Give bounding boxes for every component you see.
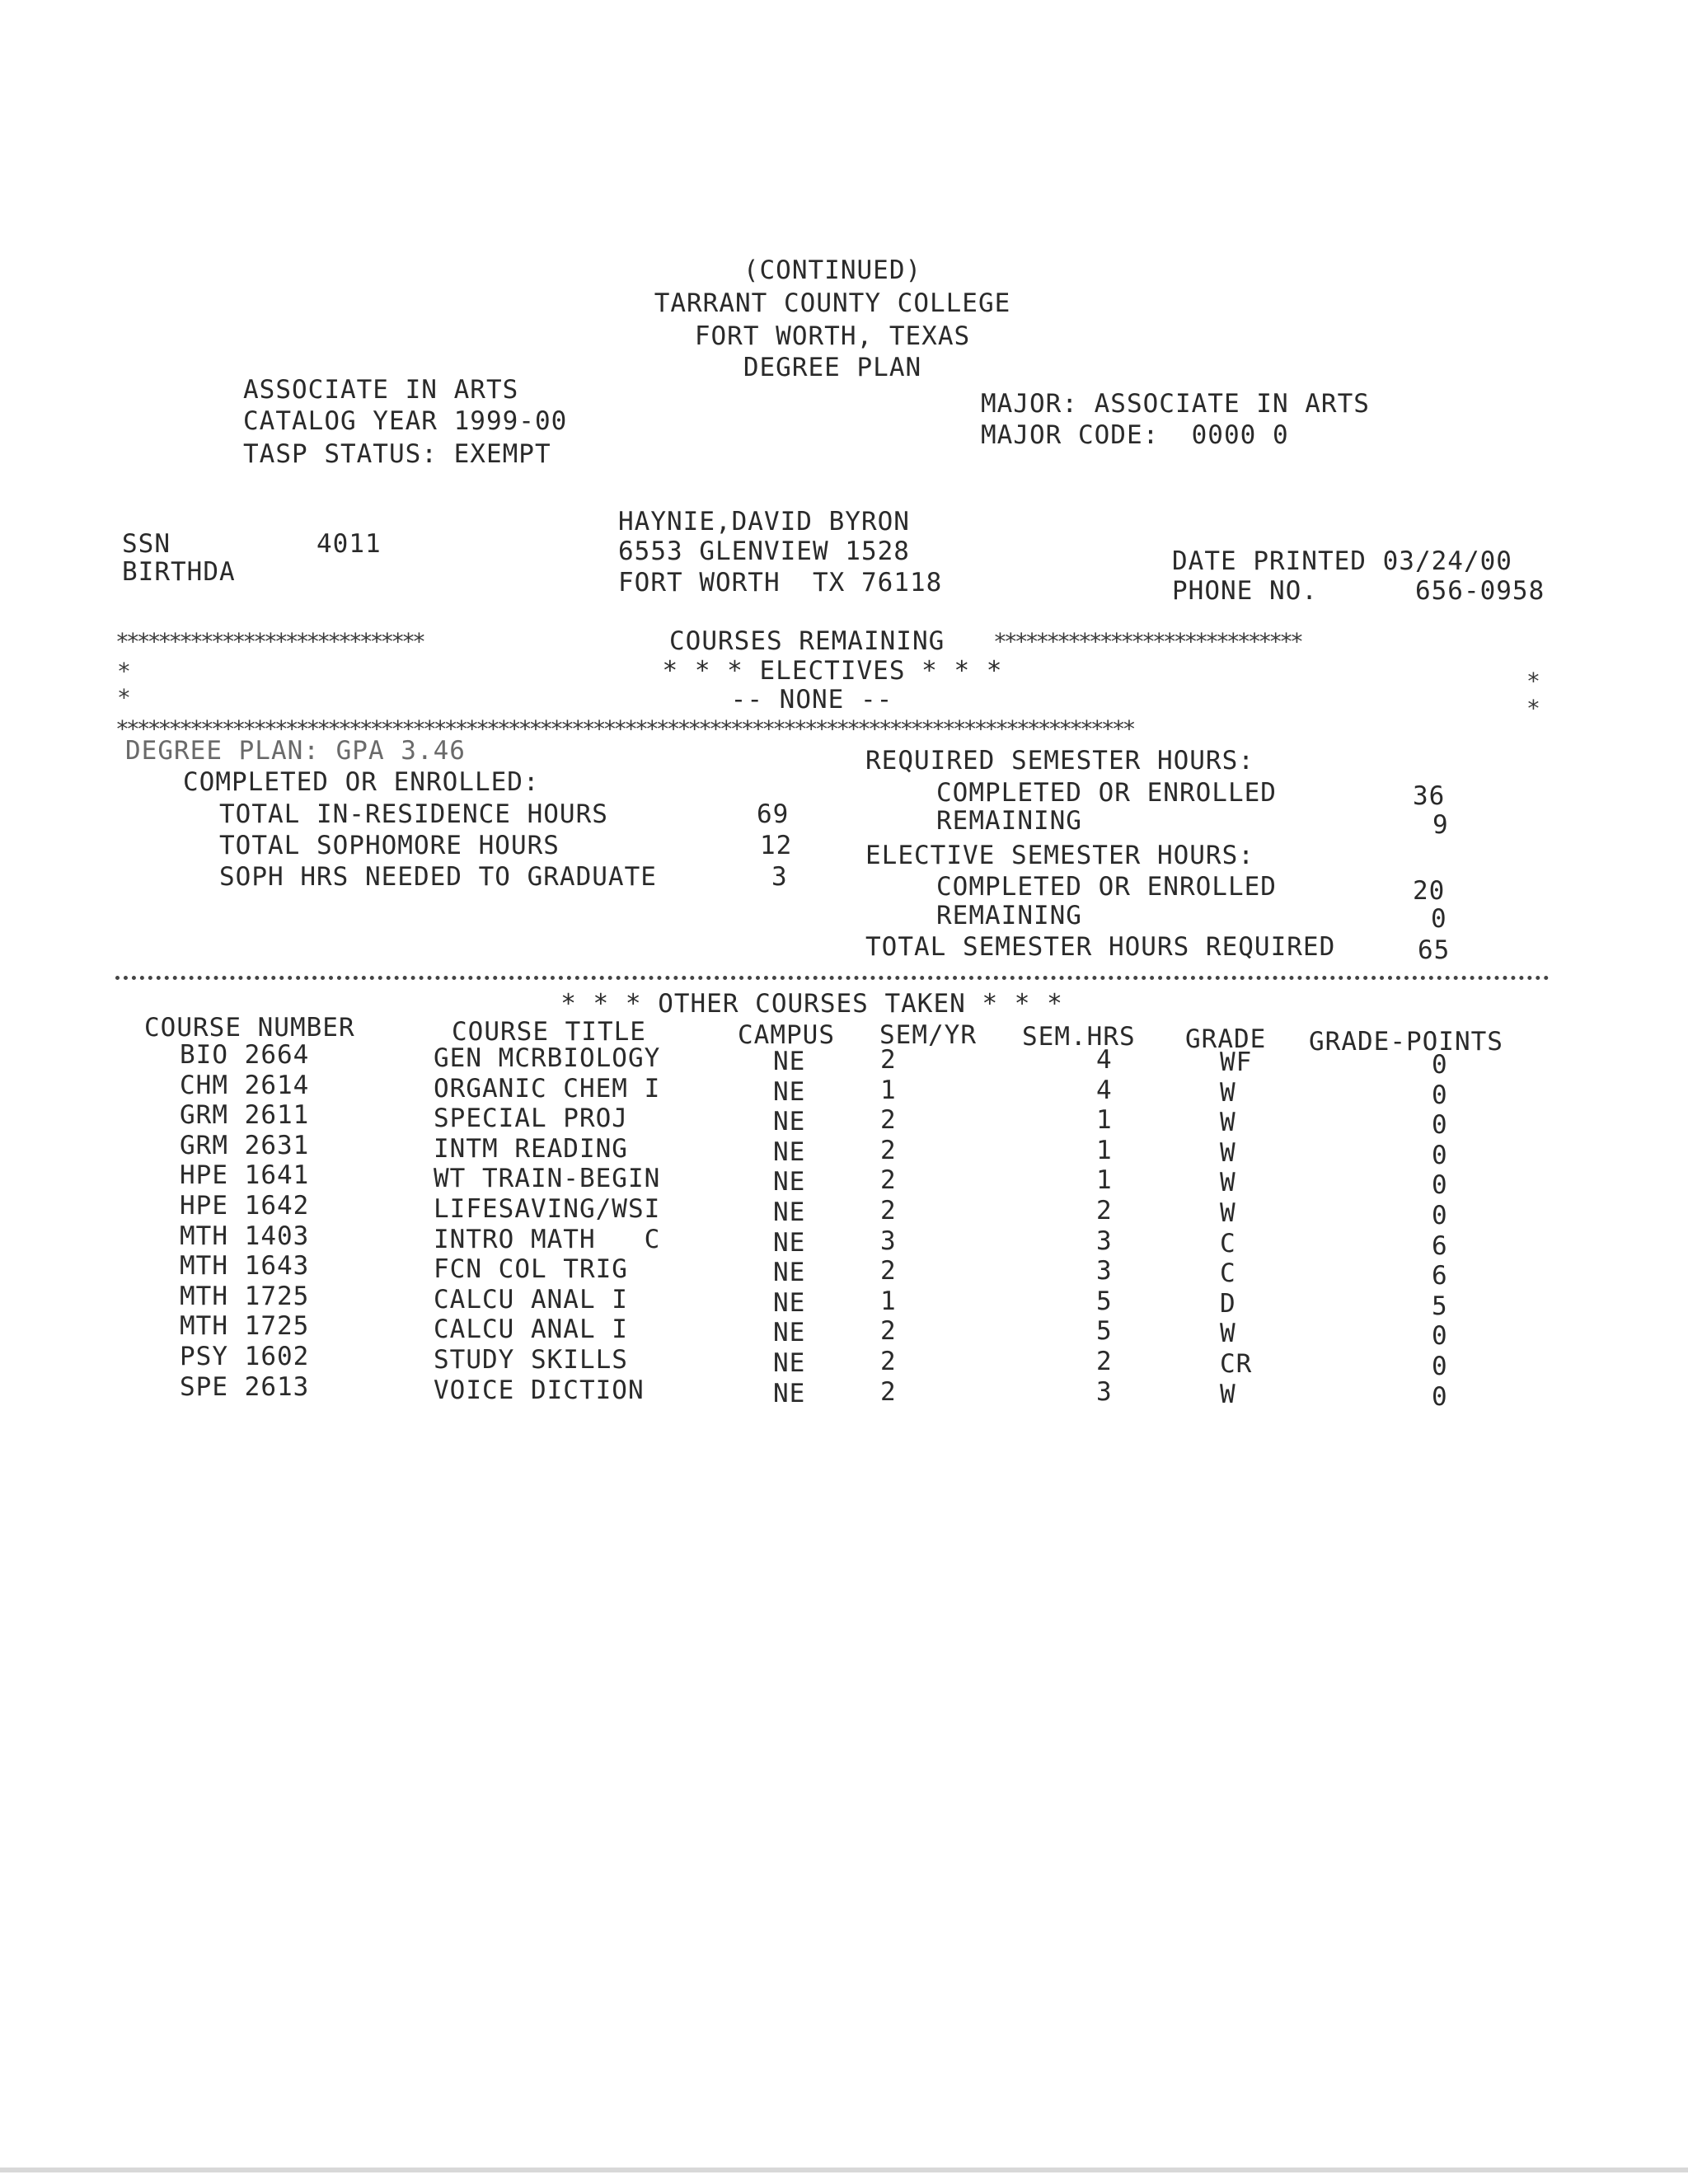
degree-name: ASSOCIATE IN ARTS — [243, 375, 519, 405]
course-number: CHM 2614 — [180, 1070, 310, 1100]
soph-needed-value: 3 — [771, 862, 788, 892]
course-grade: WF — [1220, 1047, 1253, 1077]
course-grade-points: 5 — [1432, 1291, 1448, 1321]
course-number: MTH 1643 — [180, 1251, 310, 1282]
course-sem-yr: 2 — [880, 1316, 897, 1347]
required-hours-label: REQUIRED SEMESTER HOURS: — [865, 746, 1254, 776]
course-campus: NE — [773, 1378, 806, 1408]
electives-heading: * * * ELECTIVES * * * — [662, 656, 1003, 686]
course-grade-points: 0 — [1432, 1110, 1448, 1141]
course-grade: W — [1220, 1077, 1236, 1108]
college-name: TARRANT COUNTY COLLEGE — [654, 288, 1011, 318]
other-courses-title: * * * OTHER COURSES TAKEN * * * — [560, 989, 1063, 1019]
in-residence-value: 69 — [757, 799, 790, 829]
student-name: HAYNIE,DAVID BYRON — [618, 507, 910, 537]
course-grade: W — [1220, 1108, 1236, 1138]
course-grade: CR — [1220, 1349, 1253, 1379]
box-edge-right-2: * — [1526, 695, 1537, 722]
ssn-value: 4011 — [316, 529, 382, 559]
course-grade-points: 0 — [1432, 1080, 1448, 1110]
course-title: WT TRAIN-BEGIN — [434, 1164, 661, 1194]
student-address-line1: 6553 GLENVIEW 1528 — [618, 537, 910, 566]
course-grade: W — [1220, 1168, 1236, 1198]
phone-number: PHONE NO. 656-0958 — [1172, 576, 1545, 606]
course-number: HPE 1642 — [180, 1191, 310, 1221]
course-sem-hrs: 1 — [1096, 1135, 1113, 1165]
course-campus: NE — [773, 1107, 806, 1137]
course-grade-points: 6 — [1432, 1261, 1448, 1291]
stars-border-left: ***************************** — [115, 628, 423, 655]
required-remaining-value: 9 — [1432, 810, 1449, 840]
course-sem-hrs: 2 — [1096, 1196, 1113, 1226]
total-hours-required-label: TOTAL SEMESTER HOURS REQUIRED — [865, 932, 1336, 962]
elective-remaining-value: 0 — [1431, 904, 1447, 934]
course-grade: W — [1220, 1319, 1236, 1349]
course-number: BIO 2664 — [180, 1040, 310, 1070]
course-grade-points: 0 — [1432, 1050, 1448, 1080]
column-header-grade: GRADE — [1185, 1024, 1267, 1054]
scan-edge — [0, 2168, 1688, 2172]
required-completed-value: 36 — [1413, 781, 1446, 811]
course-number: MTH 1725 — [180, 1311, 310, 1342]
course-sem-hrs: 1 — [1096, 1165, 1113, 1196]
student-address-line2: FORT WORTH TX 76118 — [618, 568, 943, 598]
column-header-sem-hrs: SEM.HRS — [1022, 1022, 1136, 1052]
column-header-grade-points: GRADE-POINTS — [1309, 1027, 1503, 1057]
completed-enrolled-label: COMPLETED OR ENROLLED: — [183, 767, 540, 797]
course-sem-hrs: 3 — [1096, 1256, 1113, 1286]
course-title: CALCU ANAL I — [434, 1315, 628, 1345]
course-campus: NE — [773, 1047, 806, 1076]
document-type: DEGREE PLAN — [743, 353, 922, 382]
college-city: FORT WORTH, TEXAS — [694, 321, 971, 351]
soph-needed-label: SOPH HRS NEEDED TO GRADUATE — [219, 862, 657, 892]
course-title: LIFESAVING/WSI — [434, 1194, 661, 1224]
course-title: STUDY SKILLS — [434, 1345, 628, 1375]
course-campus: NE — [773, 1318, 806, 1348]
elective-hours-label: ELECTIVE SEMESTER HOURS: — [865, 841, 1254, 870]
course-grade-points: 0 — [1432, 1201, 1448, 1230]
catalog-year: CATALOG YEAR 1999-00 — [243, 406, 568, 436]
course-number: HPE 1641 — [180, 1160, 310, 1191]
date-printed: DATE PRINTED 03/24/00 — [1172, 546, 1512, 576]
course-title: FCN COL TRIG — [434, 1254, 628, 1285]
required-completed-label: COMPLETED OR ENROLLED — [936, 778, 1277, 808]
course-number: PSY 1602 — [180, 1342, 310, 1371]
sophomore-hours-label: TOTAL SOPHOMORE HOURS — [219, 831, 560, 860]
course-campus: NE — [773, 1076, 806, 1107]
stars-border-bottom: ************************************************************************************************ — [115, 715, 1133, 743]
course-sem-hrs: 3 — [1096, 1376, 1113, 1407]
course-title: INTRO MATH C — [434, 1224, 661, 1254]
elective-completed-value: 20 — [1413, 876, 1446, 906]
major: MAJOR: ASSOCIATE IN ARTS — [981, 389, 1370, 419]
column-header-campus: CAMPUS — [738, 1020, 835, 1050]
total-hours-required-value: 65 — [1418, 935, 1451, 965]
box-edge-right: * — [1526, 668, 1537, 695]
course-title: ORGANIC CHEM I — [434, 1073, 661, 1104]
box-edge-left: * — [117, 658, 128, 685]
course-sem-yr: 2 — [880, 1045, 897, 1075]
course-campus: NE — [773, 1197, 806, 1227]
required-remaining-label: REMAINING — [936, 806, 1082, 836]
course-sem-yr: 1 — [880, 1286, 897, 1316]
course-campus: NE — [773, 1137, 806, 1167]
course-title: SPECIAL PROJ — [434, 1104, 628, 1134]
course-grade: C — [1220, 1258, 1236, 1289]
course-sem-hrs: 3 — [1096, 1226, 1113, 1256]
course-sem-yr: 2 — [880, 1376, 897, 1407]
course-sem-yr: 2 — [880, 1135, 897, 1165]
column-header-course-number: COURSE NUMBER — [144, 1013, 355, 1043]
course-sem-yr: 2 — [880, 1196, 897, 1226]
elective-completed-label: COMPLETED OR ENROLLED — [936, 872, 1277, 902]
course-grade-points: 0 — [1432, 1140, 1448, 1170]
course-grade: W — [1220, 1137, 1236, 1168]
continued-label: (CONTINUED) — [743, 255, 922, 285]
course-sem-hrs: 4 — [1096, 1045, 1113, 1075]
course-sem-yr: 2 — [880, 1105, 897, 1136]
birthday-label: BIRTHDA — [122, 557, 236, 587]
course-sem-hrs: 5 — [1096, 1316, 1113, 1347]
course-campus: NE — [773, 1167, 806, 1197]
electives-none: -- NONE -- — [730, 685, 893, 715]
degree-plan-gpa: DEGREE PLAN: GPA 3.46 — [125, 736, 466, 766]
course-title: GEN MCRBIOLOGY — [434, 1043, 661, 1073]
course-grade: W — [1220, 1379, 1236, 1409]
course-sem-hrs: 2 — [1096, 1347, 1113, 1376]
column-header-sem-yr: SEM/YR — [879, 1020, 977, 1050]
course-sem-hrs: 4 — [1096, 1075, 1113, 1105]
courses-remaining-title: COURSES REMAINING — [669, 626, 945, 656]
course-grade: W — [1220, 1198, 1236, 1228]
in-residence-label: TOTAL IN-RESIDENCE HOURS — [219, 799, 608, 829]
course-grade: C — [1220, 1228, 1236, 1258]
course-sem-yr: 3 — [880, 1226, 897, 1256]
ssn-label: SSN — [122, 529, 171, 559]
course-sem-hrs: 1 — [1096, 1105, 1113, 1136]
course-grade: D — [1220, 1288, 1236, 1319]
course-title: VOICE DICTION — [434, 1375, 645, 1405]
course-campus: NE — [773, 1227, 806, 1258]
course-grade-points: 0 — [1432, 1381, 1448, 1412]
course-campus: NE — [773, 1287, 806, 1318]
course-number: GRM 2631 — [180, 1130, 310, 1160]
sophomore-hours-value: 12 — [760, 831, 793, 860]
course-title: INTM READING — [434, 1133, 628, 1164]
course-grade-points: 6 — [1432, 1230, 1448, 1261]
course-number: SPE 2613 — [180, 1371, 310, 1402]
course-grade-points: 0 — [1432, 1352, 1448, 1381]
course-number: GRM 2611 — [180, 1100, 310, 1131]
course-title: CALCU ANAL I — [434, 1284, 628, 1315]
course-sem-hrs: 5 — [1096, 1286, 1113, 1316]
course-grade-points: 0 — [1432, 1170, 1448, 1201]
course-campus: NE — [773, 1348, 806, 1378]
course-number: MTH 1403 — [180, 1221, 310, 1251]
course-campus: NE — [773, 1258, 806, 1288]
course-sem-yr: 1 — [880, 1075, 897, 1105]
course-grade-points: 0 — [1432, 1321, 1448, 1352]
box-edge-left-2: * — [117, 684, 128, 711]
tasp-status: TASP STATUS: EXEMPT — [243, 439, 551, 469]
course-number: MTH 1725 — [180, 1281, 310, 1311]
course-sem-yr: 2 — [880, 1165, 897, 1196]
dotted-separator — [115, 976, 1550, 980]
course-sem-yr: 2 — [880, 1347, 897, 1376]
elective-remaining-label: REMAINING — [936, 901, 1082, 930]
column-header-course-title: COURSE TITLE — [452, 1017, 646, 1047]
major-code: MAJOR CODE: 0000 0 — [981, 420, 1289, 450]
stars-border-right: ***************************** — [993, 628, 1301, 655]
course-sem-yr: 2 — [880, 1256, 897, 1286]
